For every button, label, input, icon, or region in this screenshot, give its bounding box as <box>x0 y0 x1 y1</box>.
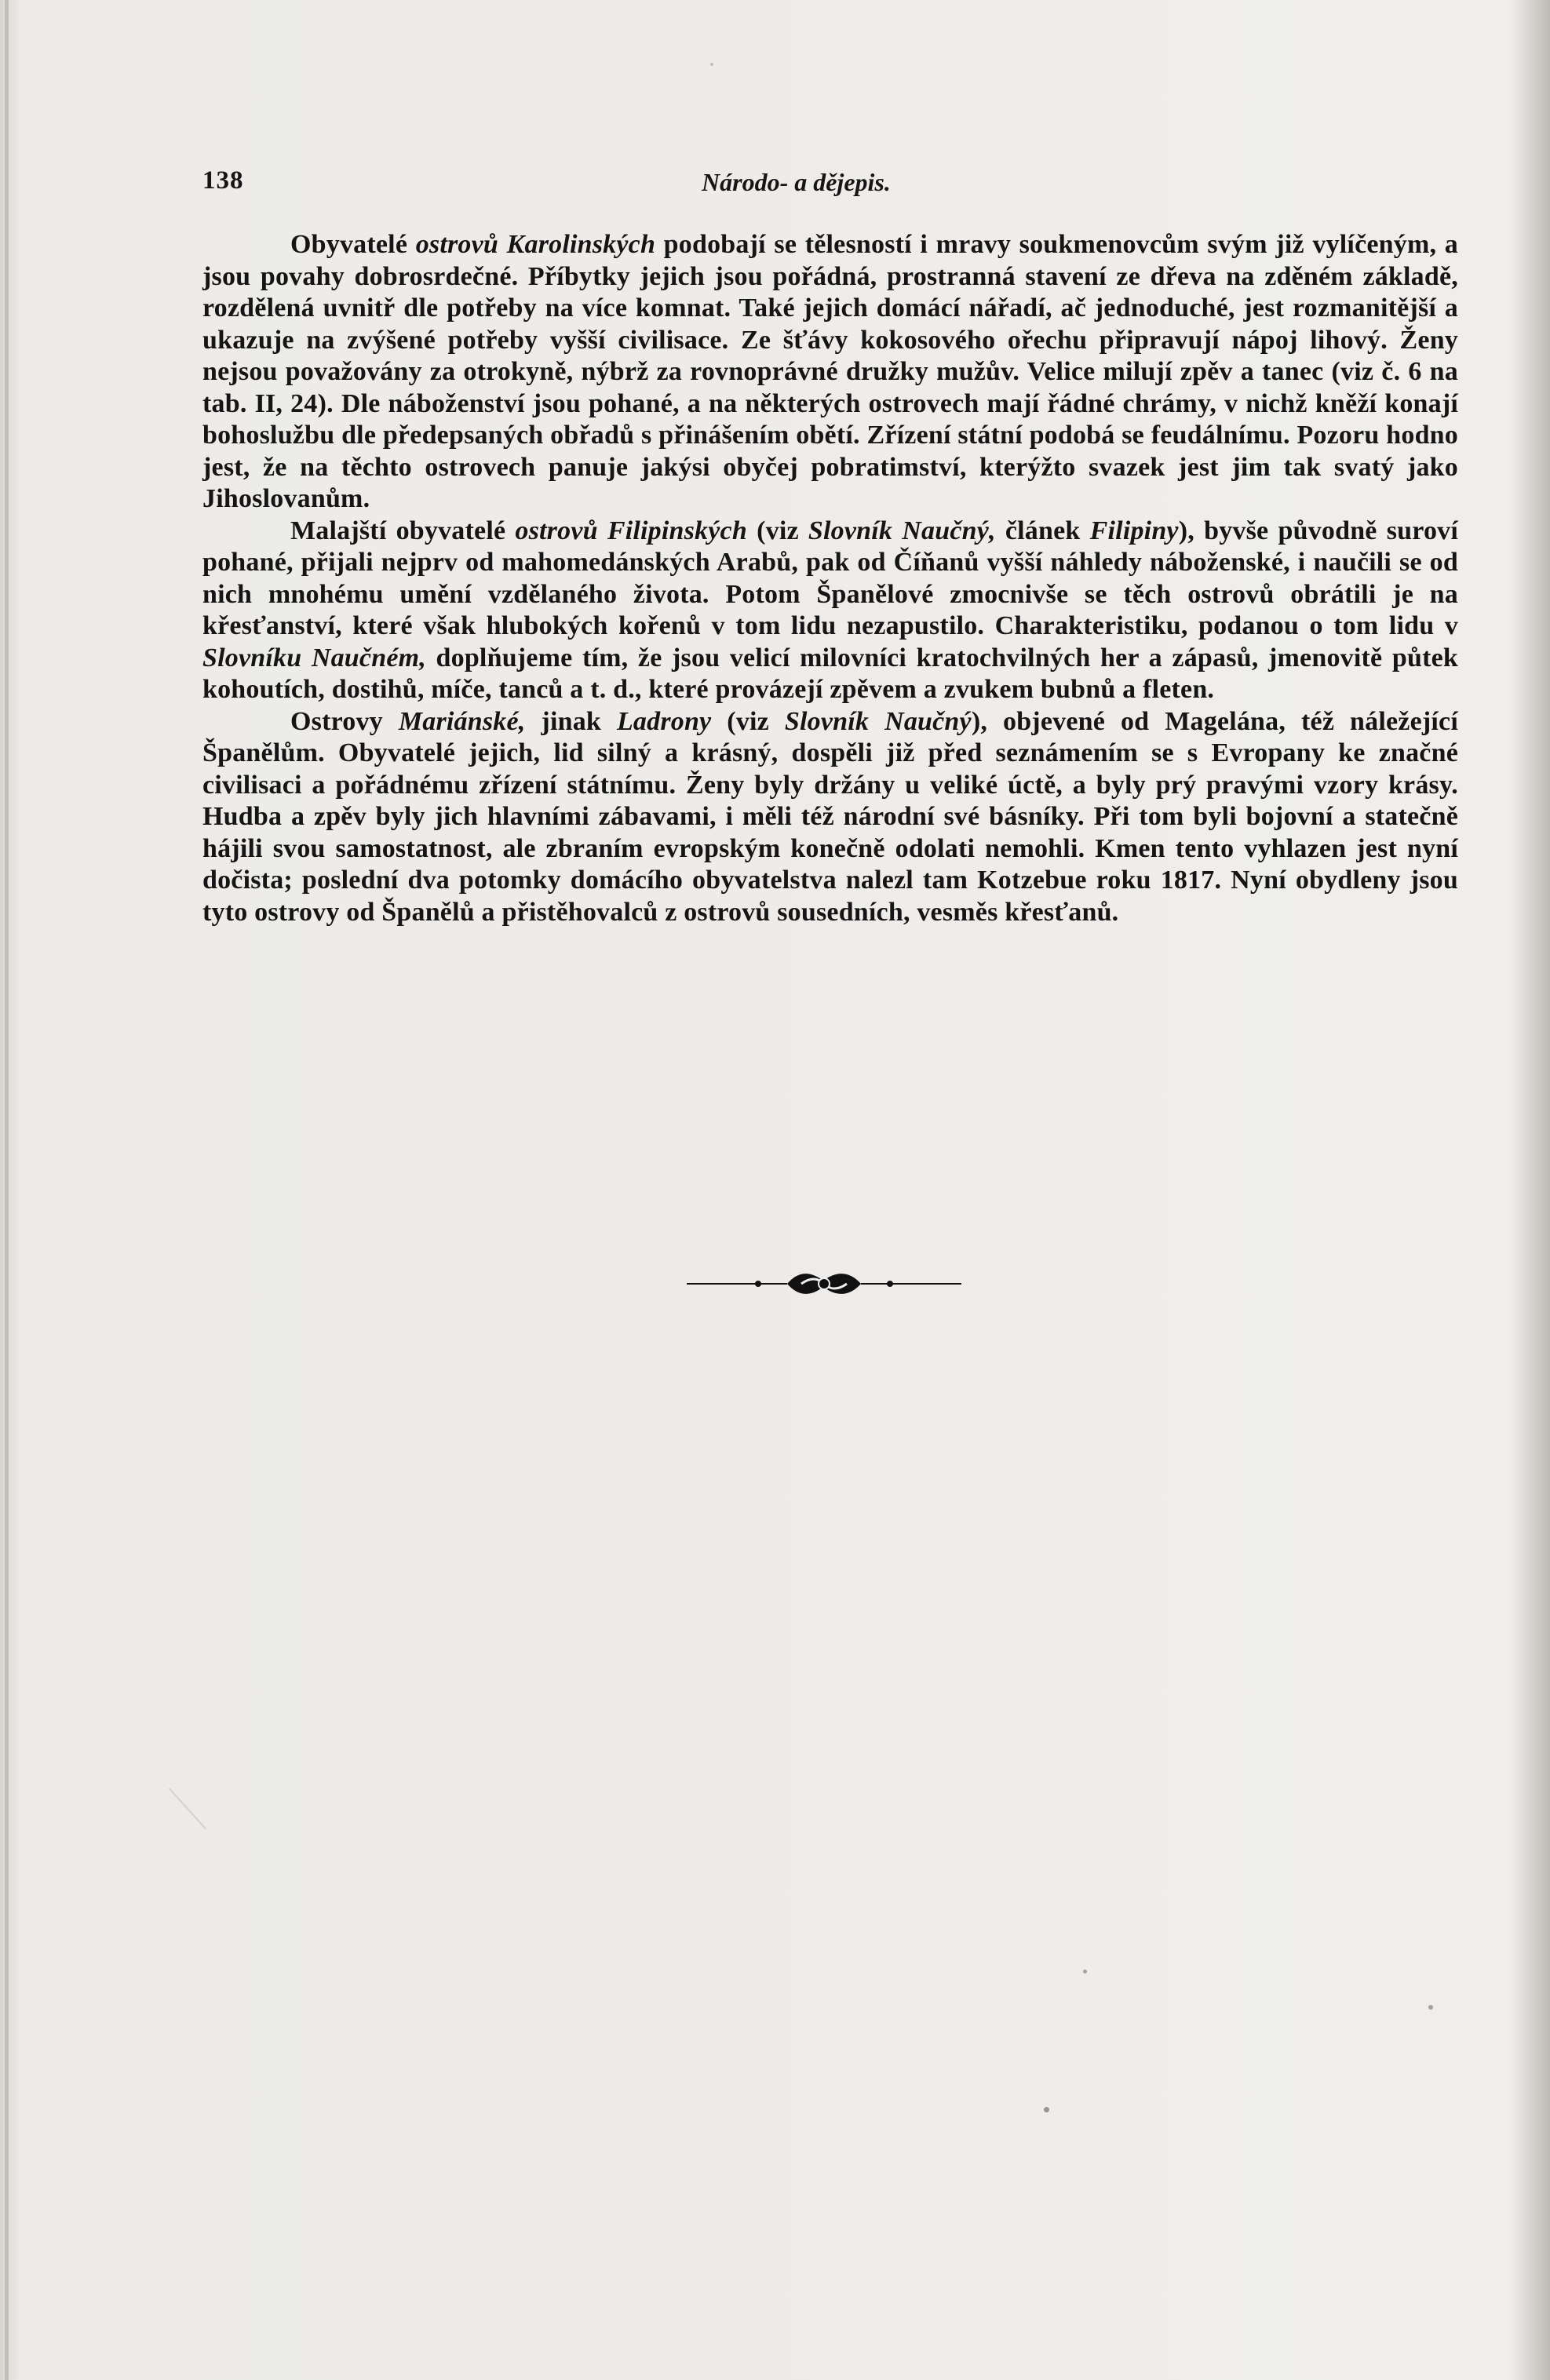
running-title: Národo- a dějepis. <box>702 168 891 196</box>
scan-dot <box>710 63 713 66</box>
italic-text-run: Slovník Naučný, <box>808 516 996 545</box>
italic-text-run: Filipiny <box>1089 516 1179 545</box>
text-run: ), objevené od Magelána, též náležející Španělům. Obyvatelé jejich, lid silný a krásný, dospěli již před seznámením se s Evropany ke značné civilisaci a pořádnému zřízení státnímu. Ženy byly držány u veliké úctě, a byly prý pravými vzory krásy. Hudba a zpěv byly jich hlavními zábavami, i měli též národní své básníky. Při tom byli bojovní a statečně hájili svou samostatnost, ale zbraním evropským konečně odolati nemohli. Kmen tento vyhlazen jest nyní dočista; poslední dva potomky domácího obyvatelstva nalezl tam Kotzebue roku 1817. Nyní obydleny jsou tyto ostrovy od Španělů a přistěhovalců z ostrovů sousedních, vesměs křesťanů. <box>202 706 1458 927</box>
document-body <box>202 229 1458 928</box>
scan-dot <box>1428 2005 1433 2010</box>
text-run: Obyvatelé <box>290 230 416 259</box>
scan-dot <box>1083 1970 1087 1974</box>
text-run: Malajští obyvatelé <box>290 516 516 545</box>
text-run: Ostrovy <box>290 706 399 736</box>
text-run: (viz <box>746 516 808 545</box>
italic-text-run: ostrovů Filipinských <box>515 516 747 545</box>
text-run: ), byvše původně suroví pohané, přijali nejprv od mahomedánských Arabů, pak od Číňanů vyšší náhledy náboženské, i naučili se od nich mnohému umění vzdělaného života. Potom Španělové zmocnivše se těch ostrovů obrátili je na křesťanství, které však hlubokých kořenů v tom lidu nezapustilo. Charakteristiku, podanou o tom lidu v <box>202 516 1459 640</box>
page-number: 138 <box>202 166 244 195</box>
page-header <box>202 166 1458 204</box>
italic-text-run: ostrovů Karolinských <box>415 230 656 259</box>
text-run: (viz <box>711 706 785 736</box>
paragraph-filipinske <box>202 516 1458 706</box>
text-run: jinak <box>525 706 617 736</box>
italic-text-run: Slovník Naučný <box>784 706 972 736</box>
text-run: doplňujeme tím, že jsou velicí milovníci kratochvilných her a zápasů, jmenovitě půtek kohoutích, dostihů, míče, tanců a t. d., které provázejí zpěvem a zvukem bubnů a fleten. <box>202 643 1458 704</box>
paragraph-marianske <box>202 706 1458 929</box>
text-run: podobají se tělesností i mravy soukmenovcům svým již vylíčeným, a jsou povahy dobrosrdečné. Příbytky jejich jsou pořádná, prostranná stavení ze dřeva na zděném základě, rozdělená uvnitř dle potřeby na více komnat. Také jejich domácí nářadí, ač jednoduché, jest rozmanitější a ukazuje na zvýšené potřeby vyšší civilisace. Ze šťávy kokosového ořechu připravují nápoj lihový. Ženy nejsou považovány za otrokyně, nýbrž za rovnoprávné družky mužův. Velice milují zpěv a tanec (viz č. 6 na tab. II, 24). Dle náboženství jsou pohané, a na některých ostrovech mají řádné chrámy, v nichž kněží konají bohoslužbu dle předepsaných obřadů s přinášením obětí. Zřízení státní podobá se feudálnímu. Pozoru hodno jest, že na těchto ostrovech panuje jakýsi obyčej pobratimství, kterýžto svazek jest jim tak svatý jako Jihoslovanům. <box>202 230 1458 513</box>
italic-text-run: Mariánské, <box>398 706 526 736</box>
italic-text-run: Slovníku Naučném, <box>202 643 426 672</box>
paragraph-karolinske <box>202 229 1458 516</box>
scan-dot <box>1044 2107 1049 2112</box>
italic-text-run: Ladrony <box>616 706 712 736</box>
scan-left-edge <box>5 0 9 2380</box>
decorative-rule-ornament <box>687 1263 961 1304</box>
text-run: článek <box>995 516 1090 545</box>
